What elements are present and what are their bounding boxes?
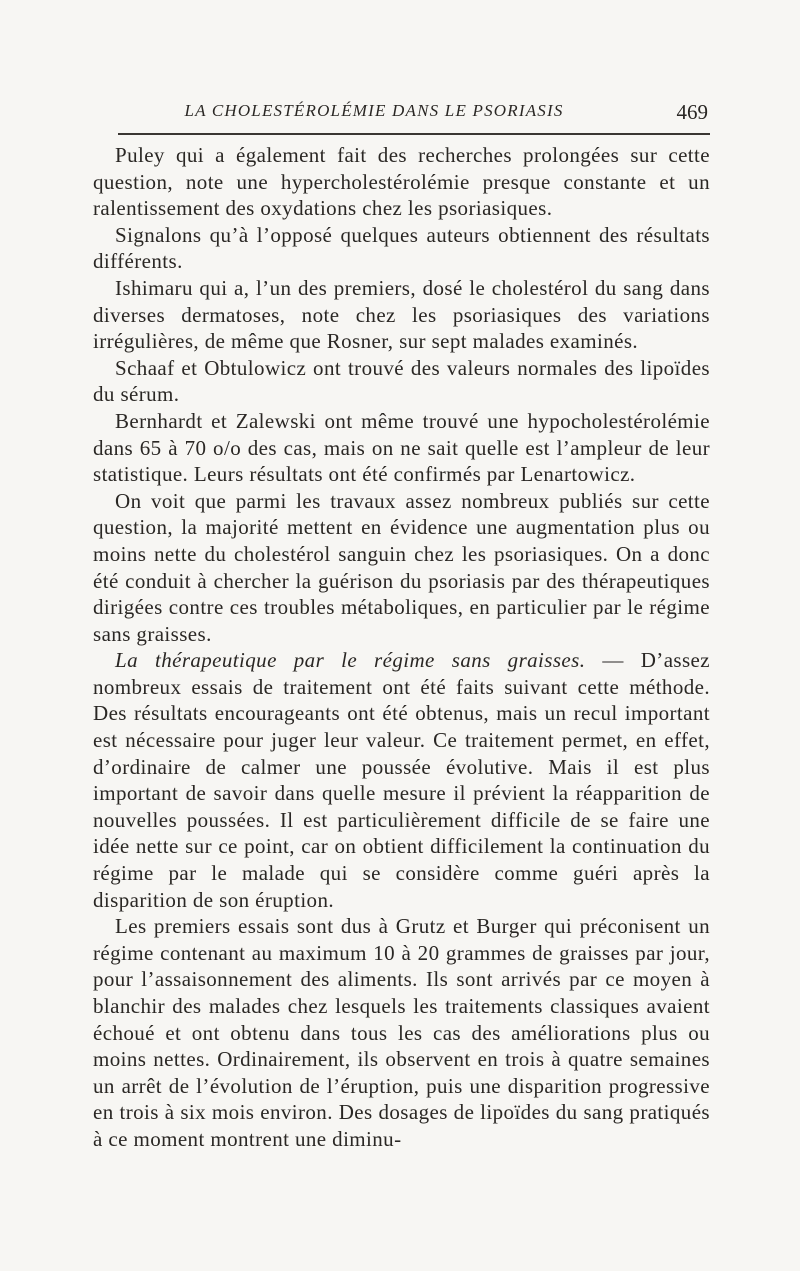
- paragraph: Bernhardt et Zalewski ont même trouvé une hypocholestérolémie dans 65 à 70 o/o des cas, mais on ne sait quelle est l’ampleur de leur statistique. Leurs résultats ont été confirmés par Lenartowicz.: [93, 408, 710, 487]
- section-heading: La thérapeutique par le régime sans graisses.: [115, 648, 586, 673]
- paragraph: Puley qui a également fait des recherches prolongées sur cette question, note une hypercholestérolémie presque constante et un ralentissement des oxydations chez les psoriasiques.: [93, 143, 710, 221]
- paragraph: Signalons qu’à l’opposé quelques auteurs obtiennent des résultats différents.: [93, 222, 710, 274]
- page-number: 469: [676, 100, 708, 124]
- paragraph: Schaaf et Obtulowicz ont trouvé des valeurs normales des lipoïdes du sérum.: [93, 355, 710, 407]
- paragraph: Les premiers essais sont dus à Grutz et Burger qui préconisent un régime contenant au maximum 10 à 20 grammes de graisses par jour, pour l’assaisonnement des aliments. Ils sont arrivés par ce moyen à blanchir des malades chez lesquels les traitements classiques avaient échoué et ont obtenu dans tous les cas des améliorations plus ou moins nettes. Ordinairement, ils observent en trois à quatre semaines un arrêt de l’évolution de l’éruption, puis une disparition progressive en trois à six mois environ. Des dosages de lipoïdes du sang pratiqués à ce moment montrent une diminu-: [93, 914, 710, 1151]
- paragraph-text: — D’assez nombreux essais de traitement ont été faits suivant cette méthode. Des résultats encourageants ont été obtenus, mais un recul important est nécessaire pour juger leur valeur. Ce traitement permet, en effet, d’ordinaire de calmer une poussée évolutive. Mais il est plus important de savoir dans quelle mesure il prévient la réapparition de nouvelles poussées. Il est particulièrement difficile de se faire une idée nette sur ce point, car on obtient difficilement la continuation du régime par le malade qui se considère comme guéri après la disparition de son éruption.: [93, 648, 710, 912]
- running-title: LA CHOLESTÉROLÉMIE DANS LE PSORIASIS: [184, 101, 564, 120]
- paragraph: On voit que parmi les travaux assez nombreux publiés sur cette question, la majorité mettent en évidence une augmentation plus ou moins nette du cholestérol sanguin chez les psoriasiques. On a donc été conduit à chercher la guérison du psoriasis par des thérapeutiques dirigées contre ces troubles métaboliques, en particulier par le régime sans graisses.: [93, 488, 710, 646]
- header-rule: [118, 133, 710, 135]
- running-head: [118, 98, 710, 128]
- paragraph: [93, 647, 710, 913]
- paragraph: Ishimaru qui a, l’un des premiers, dosé le cholestérol du sang dans diverses dermatoses, note chez les psoriasiques des variations irrégulières, de même que Rosner, sur sept malades examinés.: [93, 275, 710, 354]
- body-text: [93, 142, 710, 1153]
